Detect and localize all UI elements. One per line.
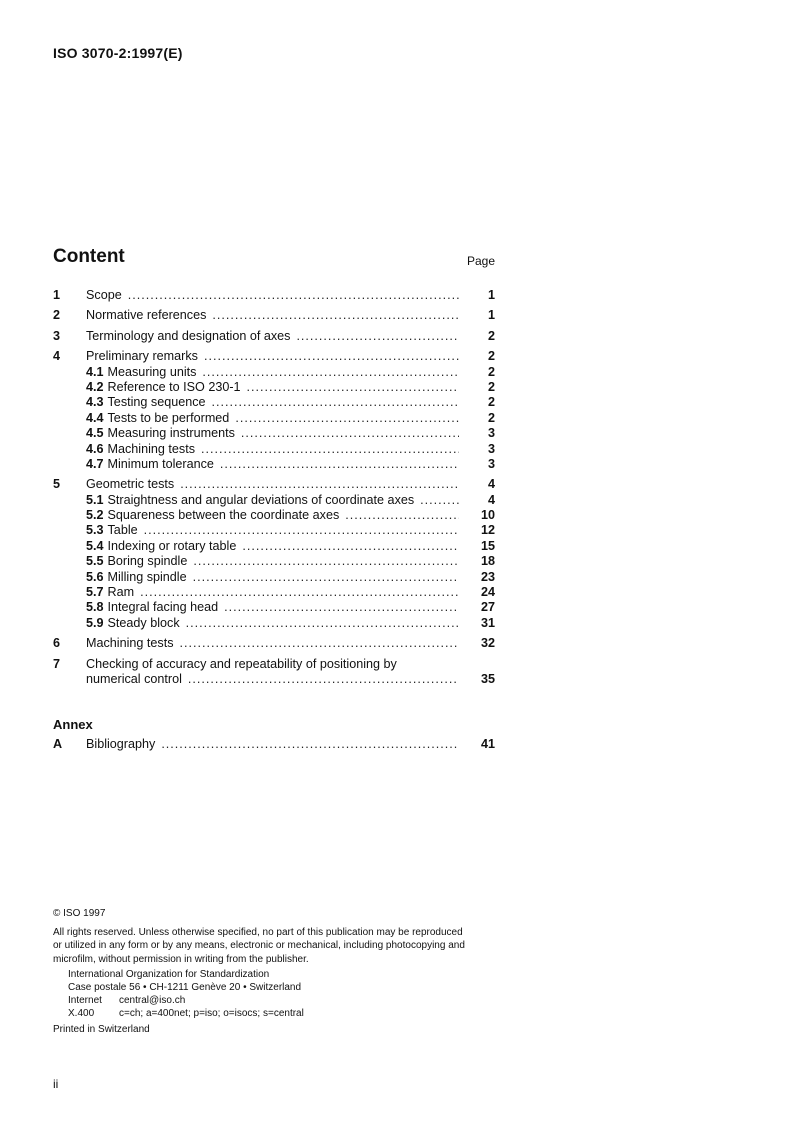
toc-entry-body (86, 672, 459, 687)
rights-line: or utilized in any form or by any means, electronic or mechanical, including photocopying and (53, 940, 465, 952)
toc-title: Machining tests (107, 441, 196, 456)
dot-leader (161, 737, 459, 752)
toc-number: 2 (53, 308, 61, 323)
toc-title: Straightness and angular deviations of coordinate axes (107, 492, 415, 507)
toc-entry (53, 493, 495, 508)
toc-page-number: 35 (480, 671, 495, 686)
copyright-block (53, 907, 498, 1036)
dot-leader (128, 288, 459, 303)
toc-subsection-number: 5.1 (86, 492, 104, 507)
toc-title: Milling spindle (107, 569, 187, 584)
dot-leader (204, 349, 459, 364)
toc-section (53, 636, 495, 651)
toc-entry-body (86, 442, 459, 457)
toc-page-number: 3 (487, 456, 495, 471)
toc-entry-body (86, 426, 459, 441)
table-of-contents (53, 288, 495, 692)
toc-section (53, 657, 495, 688)
annex-list (53, 737, 495, 752)
toc-page-number: 24 (480, 585, 495, 600)
toc-entry (53, 616, 495, 631)
toc-title: Machining tests (86, 636, 174, 651)
postal-address: Case postale 56 • CH-1211 Genève 20 • Switzerland (68, 982, 302, 994)
toc-entry (53, 349, 495, 364)
toc-entry-body (86, 380, 459, 395)
toc-page-number: 15 (480, 538, 495, 553)
toc-number: 7 (53, 656, 61, 671)
dot-leader (180, 636, 460, 651)
toc-subsection-number: 5.8 (86, 600, 104, 615)
toc-title: Steady block (107, 615, 180, 630)
dot-leader (188, 672, 459, 687)
publisher-address (53, 968, 498, 1021)
toc-entry-body (86, 365, 459, 380)
dot-leader (140, 585, 459, 600)
toc-entry-body (86, 570, 459, 585)
toc-subsection-number: 4.3 (86, 395, 104, 410)
toc-subsection-number: 4.1 (86, 364, 104, 379)
dot-leader (420, 493, 459, 508)
x400-row (68, 1007, 498, 1020)
toc-page-number: 3 (487, 426, 495, 441)
toc-number: 5 (53, 477, 61, 492)
toc-entry (53, 477, 495, 492)
dot-leader (193, 570, 459, 585)
toc-entry-body (86, 508, 459, 523)
page-number: ii (53, 1077, 59, 1091)
toc-title: Reference to ISO 230-1 (107, 379, 241, 394)
toc-section (53, 288, 495, 303)
dot-leader (220, 457, 459, 472)
dot-leader (345, 508, 459, 523)
toc-title: Integral facing head (107, 600, 219, 615)
toc-entry (53, 365, 495, 380)
toc-page-number: 41 (480, 737, 495, 751)
toc-entry-body (86, 457, 459, 472)
toc-page-number: 2 (487, 328, 495, 343)
internet-row (68, 994, 498, 1007)
toc-page-number: 4 (487, 477, 495, 492)
toc-subsection-number: 4.7 (86, 456, 104, 471)
toc-title: Scope (86, 288, 122, 302)
dot-leader (224, 600, 459, 615)
toc-subsection-number: 5.4 (86, 538, 104, 553)
dot-leader (212, 308, 459, 323)
toc-title: Bibliography (86, 737, 156, 751)
toc-entry-body (86, 737, 459, 752)
toc-entry (53, 570, 495, 585)
toc-number: 3 (53, 328, 61, 343)
toc-entry-body (86, 329, 459, 344)
toc-page-number: 3 (487, 441, 495, 456)
toc-entry (53, 329, 495, 344)
dot-leader (144, 523, 459, 538)
toc-section (53, 329, 495, 344)
toc-subsection-number: 4.4 (86, 410, 104, 425)
toc-subsection-number: 5.2 (86, 508, 104, 523)
toc-entry-body (86, 349, 459, 364)
toc-entry (53, 395, 495, 410)
toc-entry (53, 672, 495, 687)
toc-title: Geometric tests (86, 477, 175, 492)
toc-section (53, 477, 495, 631)
toc-section (53, 308, 495, 323)
toc-subsection-number: 5.6 (86, 569, 104, 584)
page-title: Content (53, 246, 125, 267)
toc-number: 6 (53, 636, 61, 651)
toc-entry (53, 308, 495, 323)
dot-leader (212, 395, 459, 410)
dot-leader (202, 365, 459, 380)
printed-in: Printed in Switzerland (53, 1023, 150, 1035)
toc-entry (53, 737, 495, 752)
toc-title: Indexing or rotary table (107, 538, 237, 553)
copyright-notice: © ISO 1997 (53, 908, 106, 919)
dot-leader (242, 539, 459, 554)
internet-label: Internet (68, 995, 102, 1007)
toc-entry (53, 585, 495, 600)
dot-leader (193, 554, 459, 569)
toc-entry (53, 554, 495, 569)
toc-entry (53, 539, 495, 554)
toc-title: Boring spindle (107, 554, 188, 569)
toc-entry-body (86, 636, 459, 651)
annex-heading: Annex (53, 717, 93, 732)
toc-title: Table (107, 523, 138, 538)
toc-entry-body (86, 308, 459, 323)
toc-entry (53, 636, 495, 651)
internet-address: central@iso.ch (119, 995, 186, 1007)
toc-entry (53, 657, 495, 672)
dot-leader (235, 411, 459, 426)
toc-page-number: 2 (487, 364, 495, 379)
toc-number: 1 (53, 288, 61, 302)
toc-entry-body (86, 554, 459, 569)
dot-leader (201, 442, 459, 457)
toc-page-number: 10 (480, 508, 495, 523)
toc-entry (53, 426, 495, 441)
toc-section (53, 349, 495, 472)
toc-page-number: 32 (480, 636, 495, 651)
toc-subsection-number: 4.6 (86, 441, 104, 456)
toc-title: Measuring units (107, 364, 197, 379)
toc-entry-body (86, 539, 459, 554)
toc-page-number: 31 (480, 615, 495, 630)
toc-entry (53, 380, 495, 395)
toc-title: Terminology and designation of axes (86, 328, 291, 343)
rights-line: All rights reserved. Unless otherwise specified, no part of this publication may be reproduced (53, 927, 463, 939)
toc-subsection-number: 4.5 (86, 426, 104, 441)
toc-entry (53, 457, 495, 472)
toc-entry-body (86, 477, 459, 492)
document-id: ISO 3070-2:1997(E) (53, 45, 183, 61)
toc-subsection-number: 5.5 (86, 554, 104, 569)
toc-entry-body (86, 600, 459, 615)
toc-entry (53, 288, 495, 303)
toc-entry (53, 600, 495, 615)
toc-entry (53, 508, 495, 523)
toc-subsection-number: 5.3 (86, 523, 104, 538)
toc-title: Normative references (86, 308, 207, 323)
toc-page-number: 18 (480, 554, 495, 569)
toc-subsection-number: 5.9 (86, 615, 104, 630)
toc-title: Ram (107, 585, 135, 600)
toc-entry-body (86, 493, 459, 508)
toc-page-number: 2 (487, 395, 495, 410)
x400-label: X.400 (68, 1008, 95, 1020)
toc-page-number: 27 (480, 600, 495, 615)
toc-entry-body (86, 616, 459, 631)
dot-leader (186, 616, 459, 631)
organization-name: International Organization for Standardization (68, 968, 270, 980)
rights-statement (53, 926, 498, 966)
toc-title: Testing sequence (107, 395, 206, 410)
toc-title: Checking of accuracy and repeatability of positioning by (86, 656, 397, 671)
dot-leader (180, 477, 459, 492)
toc-entry-body (86, 523, 459, 538)
toc-subsection-number: 5.7 (86, 585, 104, 600)
toc-number: A (53, 737, 63, 751)
rights-line: microfilm, without permission in writing from the publisher. (53, 953, 309, 965)
dot-leader (247, 380, 459, 395)
toc-entry (53, 442, 495, 457)
toc-page-number: 2 (487, 410, 495, 425)
toc-title: numerical control (86, 671, 182, 686)
toc-page-number: 23 (480, 569, 495, 584)
toc-page-number: 12 (480, 523, 495, 538)
toc-title: Minimum tolerance (107, 456, 214, 471)
dot-leader (241, 426, 459, 441)
toc-page-number: 4 (487, 492, 495, 507)
toc-page-number: 2 (487, 379, 495, 394)
toc-entry-body (86, 288, 459, 303)
toc-subsection-number: 4.2 (86, 379, 104, 394)
x400-address: c=ch; a=400net; p=iso; o=isocs; s=central (119, 1008, 304, 1020)
toc-title: Tests to be performed (107, 410, 230, 425)
toc-title: Squareness between the coordinate axes (107, 508, 340, 523)
toc-entry-body (86, 395, 459, 410)
dot-leader (296, 329, 459, 344)
toc-title: Measuring instruments (107, 426, 235, 441)
toc-page-number: 2 (487, 349, 495, 364)
toc-entry (53, 523, 495, 538)
page-column-label: Page (467, 254, 496, 268)
toc-entry-body (86, 585, 459, 600)
toc-entry (53, 411, 495, 426)
toc-entry-body (86, 411, 459, 426)
toc-number: 4 (53, 349, 61, 364)
toc-page-number: 1 (487, 288, 495, 302)
toc-title: Preliminary remarks (86, 349, 198, 364)
toc-entry-body (86, 657, 459, 672)
toc-page-number: 1 (487, 308, 495, 323)
